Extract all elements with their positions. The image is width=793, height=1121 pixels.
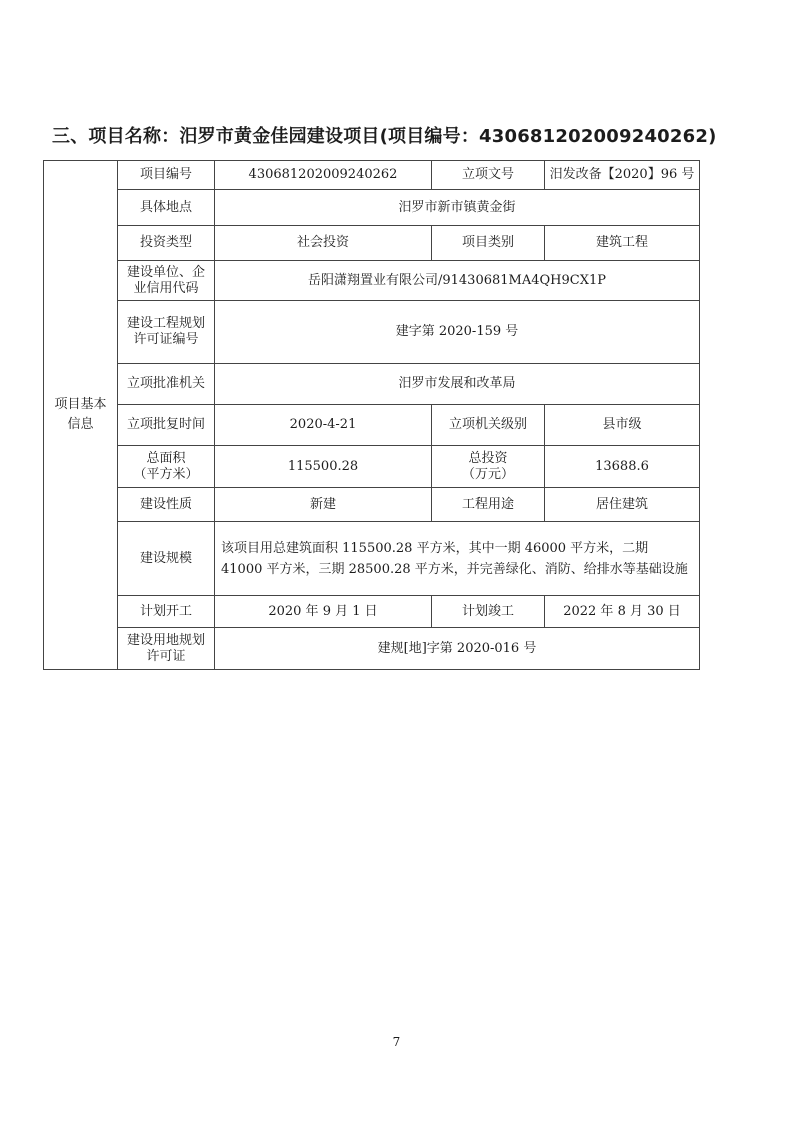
value-total-investment: 13688.6 <box>545 446 700 488</box>
table-row <box>44 596 700 628</box>
table-row <box>44 226 700 261</box>
value-developer: 岳阳潇翔置业有限公司/91430681MA4QH9CX1P <box>215 261 700 301</box>
table-row <box>44 628 700 670</box>
label-planning-permit: 建设工程规划许可证编号 <box>118 301 215 364</box>
section-label: 项目基本 信息 <box>44 161 118 670</box>
label-construction-nature: 建设性质 <box>118 488 215 522</box>
table-row <box>44 446 700 488</box>
label-planned-completion: 计划竣工 <box>432 596 545 628</box>
project-info-table <box>43 160 700 670</box>
page-number: 7 <box>392 1035 401 1049</box>
project-heading: 三、项目名称：汨罗市黄金佳园建设项目(项目编号：430681202009240262) <box>52 126 717 147</box>
value-building-use: 居住建筑 <box>545 488 700 522</box>
value-land-use-permit: 建规[地]字第 2020-016 号 <box>215 628 700 670</box>
value-planned-start: 2020 年 9 月 1 日 <box>215 596 432 628</box>
label-project-category: 项目类别 <box>432 226 545 261</box>
value-approval-doc: 汨发改备【2020】96 号 <box>545 161 700 190</box>
value-project-number: 430681202009240262 <box>215 161 432 190</box>
label-developer: 建设单位、企业信用代码 <box>118 261 215 301</box>
value-construction-scale: 该项目用总建筑面积 115500.28 平方米，其中一期 46000 平方米，二期 41000 平方米，三期 28500.28 平方米，并完善绿化、消防、给排水等基础设施 <box>215 522 700 596</box>
value-planned-completion: 2022 年 8 月 30 日 <box>545 596 700 628</box>
label-approval-authority: 立项批准机关 <box>118 364 215 405</box>
table-row <box>44 364 700 405</box>
table-row <box>44 261 700 301</box>
value-planning-permit: 建字第 2020-159 号 <box>215 301 700 364</box>
label-total-investment: 总投资 （万元） <box>432 446 545 488</box>
label-construction-scale: 建设规模 <box>118 522 215 596</box>
label-building-use: 工程用途 <box>432 488 545 522</box>
table-row <box>44 522 700 596</box>
table-row <box>44 161 700 190</box>
value-approval-authority: 汨罗市发展和改革局 <box>215 364 700 405</box>
table-row <box>44 301 700 364</box>
label-total-area: 总面积 （平方米） <box>118 446 215 488</box>
label-investment-type: 投资类型 <box>118 226 215 261</box>
value-total-area: 115500.28 <box>215 446 432 488</box>
table-row <box>44 190 700 226</box>
label-project-number: 项目编号 <box>118 161 215 190</box>
label-authority-level: 立项机关级别 <box>432 405 545 446</box>
value-investment-type: 社会投资 <box>215 226 432 261</box>
label-land-use-permit: 建设用地规划许可证 <box>118 628 215 670</box>
table-row <box>44 488 700 522</box>
label-approval-date: 立项批复时间 <box>118 405 215 446</box>
label-location: 具体地点 <box>118 190 215 226</box>
label-approval-doc: 立项文号 <box>432 161 545 190</box>
value-authority-level: 县市级 <box>545 405 700 446</box>
value-construction-nature: 新建 <box>215 488 432 522</box>
value-approval-date: 2020-4-21 <box>215 405 432 446</box>
label-planned-start: 计划开工 <box>118 596 215 628</box>
value-project-category: 建筑工程 <box>545 226 700 261</box>
table-row <box>44 405 700 446</box>
value-location: 汨罗市新市镇黄金街 <box>215 190 700 226</box>
